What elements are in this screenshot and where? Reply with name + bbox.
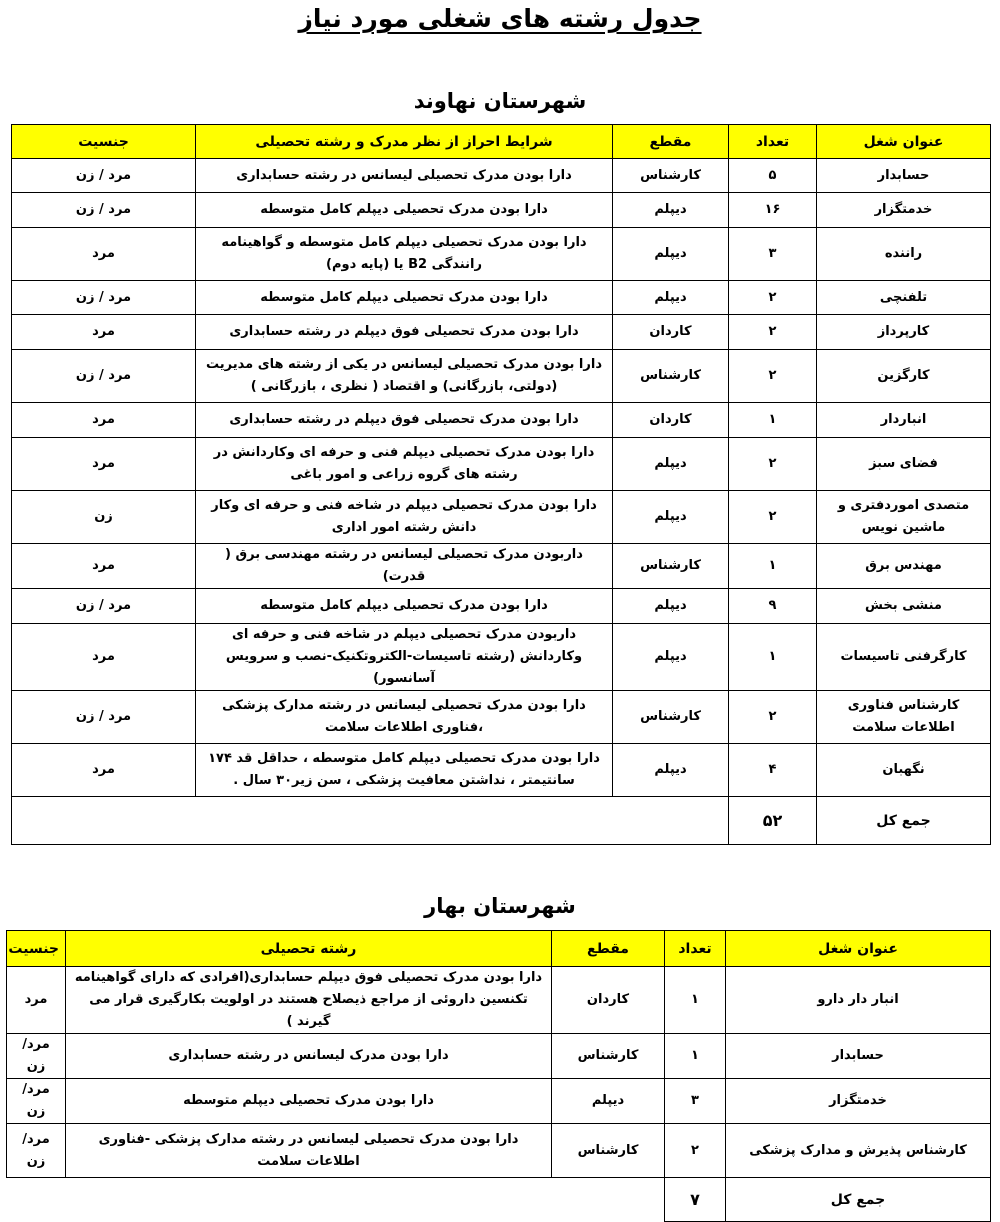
table-row — [12, 544, 991, 589]
jobs-table-bahar — [6, 930, 991, 1222]
cell-level: دیپلم — [613, 281, 729, 315]
total-row — [12, 797, 991, 845]
jobs-table-nahavand — [11, 124, 991, 845]
cell-count: ۱ — [665, 967, 726, 1034]
header-gender: جنسیت — [12, 125, 196, 159]
cell-conditions: دارا بودن مدرک تحصیلی دیپلم کامل متوسطه — [196, 281, 613, 315]
cell-job: کارگرفنی تاسیسات — [817, 624, 991, 691]
cell-conditions: دارا بودن مدرک تحصیلی لیسانس در یکی از رشته های مدیریت (دولتی، بازرگانی) و اقتصاد ( نظری ، بازرگانی ) — [196, 350, 613, 403]
cell-conditions: داربودن مدرک تحصیلی لیسانس در رشته مهندسی برق ( قدرت) — [196, 544, 613, 589]
table-row — [7, 1034, 991, 1079]
cell-count: ۲ — [665, 1124, 726, 1178]
table-header-row — [12, 125, 991, 159]
header-level: مقطع — [552, 931, 665, 967]
cell-job: راننده — [817, 228, 991, 281]
cell-gender: زن — [12, 491, 196, 544]
header-field: رشته تحصیلی — [66, 931, 552, 967]
cell-job: تلفنچی — [817, 281, 991, 315]
header-job: عنوان شغل — [817, 125, 991, 159]
cell-job: منشی بخش — [817, 589, 991, 624]
cell-gender: مرد/زن — [7, 1034, 66, 1079]
cell-level: دیپلم — [613, 589, 729, 624]
cell-gender: مرد — [12, 228, 196, 281]
cell-conditions: دارا بودن مدرک تحصیلی دیپلم فنی و حرفه ای وکاردانش در رشته های گروه زراعی و امور باغی — [196, 438, 613, 491]
cell-job: کارشناس فناوری اطلاعات سلامت — [817, 691, 991, 744]
cell-level: کاردان — [613, 315, 729, 350]
cell-level: کارشناس — [613, 350, 729, 403]
cell-gender: مرد — [7, 967, 66, 1034]
cell-gender: مرد — [12, 315, 196, 350]
cell-count: ۲ — [729, 438, 817, 491]
total-empty-cell — [7, 1178, 665, 1222]
cell-job: کارشناس پذیرش و مدارک پزشکی — [726, 1124, 991, 1178]
table-row — [12, 491, 991, 544]
total-empty-cell — [12, 797, 729, 845]
cell-job: نگهبان — [817, 744, 991, 797]
total-label: جمع کل — [726, 1178, 991, 1222]
cell-gender: مرد / زن — [12, 159, 196, 193]
cell-level: کارشناس — [552, 1034, 665, 1079]
table-row — [12, 403, 991, 438]
cell-count: ۹ — [729, 589, 817, 624]
header-conditions: شرایط احراز از نظر مدرک و رشته تحصیلی — [196, 125, 613, 159]
cell-count: ۲ — [729, 315, 817, 350]
cell-job: فضای سبز — [817, 438, 991, 491]
cell-field: دارا بودن مدرک تحصیلی فوق دیپلم حسابداری(افرادی که دارای گواهینامه تکنسین داروئی از مراجع ذیصلاح هستند در اولویت بکارگیری قرار می گیرند ) — [66, 967, 552, 1034]
page-title-text: جدول رشته های شغلی مورد نیاز — [298, 4, 702, 33]
header-job: عنوان شغل — [726, 931, 991, 967]
cell-job: انبار دار دارو — [726, 967, 991, 1034]
cell-conditions: دارا بودن مدرک تحصیلی دیپلم در شاخه فنی و حرفه ای وکار دانش رشته امور اداری — [196, 491, 613, 544]
cell-conditions: دارا بودن مدرک تحصیلی فوق دیپلم در رشته حسابداری — [196, 403, 613, 438]
cell-level: کارشناس — [613, 544, 729, 589]
table-row — [12, 281, 991, 315]
cell-job: کارگزین — [817, 350, 991, 403]
cell-level: دیپلم — [613, 624, 729, 691]
cell-conditions: داربودن مدرک تحصیلی دیپلم در شاخه فنی و حرفه ای وکاردانش (رشته تاسیسات-الکتروتکنیک-نصب و سرویس آسانسور) — [196, 624, 613, 691]
table-row — [12, 744, 991, 797]
cell-field: دارا بودن مدرک تحصیلی دیپلم متوسطه — [66, 1079, 552, 1124]
table-row — [7, 1124, 991, 1178]
cell-level: کارشناس — [613, 159, 729, 193]
table-row — [12, 350, 991, 403]
cell-count: ۱ — [729, 403, 817, 438]
cell-job: خدمتگزار — [726, 1079, 991, 1124]
cell-gender: مرد — [12, 403, 196, 438]
cell-level: دیپلم — [552, 1079, 665, 1124]
cell-conditions: دارا بودن مدرک تحصیلی دیپلم کامل متوسطه ، حداقل قد ۱۷۴ سانتیمتر ، نداشتن معافیت پزشکی ، سن زیر۳۰ سال . — [196, 744, 613, 797]
cell-count: ۲ — [729, 691, 817, 744]
cell-job: حسابدار — [817, 159, 991, 193]
cell-gender: مرد/زن — [7, 1124, 66, 1178]
table-row — [7, 967, 991, 1034]
cell-level: دیپلم — [613, 228, 729, 281]
cell-count: ۳ — [729, 228, 817, 281]
cell-job: خدمتگزار — [817, 193, 991, 228]
table-row — [7, 1079, 991, 1124]
header-gender: جنسیت — [7, 931, 66, 967]
section-title-nahavand: شهرستان نهاوند — [413, 89, 587, 113]
cell-conditions: دارا بودن مدرک تحصیلی فوق دیپلم در رشته حسابداری — [196, 315, 613, 350]
cell-level: دیپلم — [613, 744, 729, 797]
cell-gender: مرد/زن — [7, 1079, 66, 1124]
cell-gender: مرد / زن — [12, 350, 196, 403]
table-row — [12, 691, 991, 744]
cell-level: دیپلم — [613, 491, 729, 544]
header-level: مقطع — [613, 125, 729, 159]
cell-level: کارشناس — [613, 691, 729, 744]
cell-gender: مرد / زن — [12, 281, 196, 315]
cell-count: ۲ — [729, 350, 817, 403]
cell-level: دیپلم — [613, 438, 729, 491]
cell-job: متصدی اموردفتری و ماشین نویس — [817, 491, 991, 544]
table-row — [12, 438, 991, 491]
cell-conditions: دارا بودن مدرک تحصیلی لیسانس در رشته مدارک پزشکی ،فناوری اطلاعات سلامت — [196, 691, 613, 744]
total-value: ۵۲ — [729, 797, 817, 845]
cell-conditions: دارا بودن مدرک تحصیلی دیپلم کامل متوسطه — [196, 193, 613, 228]
total-row — [7, 1178, 991, 1222]
cell-gender: مرد / زن — [12, 589, 196, 624]
cell-gender: مرد / زن — [12, 691, 196, 744]
table-row — [12, 589, 991, 624]
cell-level: کارشناس — [552, 1124, 665, 1178]
table-row — [12, 159, 991, 193]
cell-count: ۳ — [665, 1079, 726, 1124]
header-count: تعداد — [665, 931, 726, 967]
cell-level: کاردان — [613, 403, 729, 438]
cell-job: حسابدار — [726, 1034, 991, 1079]
cell-count: ۵ — [729, 159, 817, 193]
cell-level: دیپلم — [613, 193, 729, 228]
cell-count: ۱ — [665, 1034, 726, 1079]
cell-job: کارپرداز — [817, 315, 991, 350]
cell-count: ۲ — [729, 281, 817, 315]
table-row — [12, 228, 991, 281]
cell-conditions: دارا بودن مدرک تحصیلی دیپلم کامل متوسطه و گواهینامه رانندگی B2 یا (پایه دوم) — [196, 228, 613, 281]
page-title — [0, 4, 1000, 33]
cell-gender: مرد — [12, 544, 196, 589]
cell-conditions: دارا بودن مدرک تحصیلی دیپلم کامل متوسطه — [196, 589, 613, 624]
total-label: جمع کل — [817, 797, 991, 845]
cell-field: دارا بودن مدرک تحصیلی لیسانس در رشته مدارک پزشکی -فناوری اطلاعات سلامت — [66, 1124, 552, 1178]
cell-gender: مرد — [12, 438, 196, 491]
cell-job: مهندس برق — [817, 544, 991, 589]
table-row — [12, 315, 991, 350]
header-count: تعداد — [729, 125, 817, 159]
cell-gender: مرد — [12, 744, 196, 797]
cell-count: ۴ — [729, 744, 817, 797]
cell-level: کاردان — [552, 967, 665, 1034]
table-header-row — [7, 931, 991, 967]
cell-count: ۱ — [729, 624, 817, 691]
cell-conditions: دارا بودن مدرک تحصیلی لیسانس در رشته حسابداری — [196, 159, 613, 193]
cell-gender: مرد — [12, 624, 196, 691]
cell-job: انباردار — [817, 403, 991, 438]
cell-count: ۲ — [729, 491, 817, 544]
cell-count: ۱۶ — [729, 193, 817, 228]
cell-field: دارا بودن مدرک لیسانس در رشته حسابداری — [66, 1034, 552, 1079]
cell-gender: مرد / زن — [12, 193, 196, 228]
table-row — [12, 193, 991, 228]
section-title-bahar: شهرستان بهار — [424, 894, 576, 918]
table-row — [12, 624, 991, 691]
cell-count: ۱ — [729, 544, 817, 589]
total-value: ۷ — [665, 1178, 726, 1222]
